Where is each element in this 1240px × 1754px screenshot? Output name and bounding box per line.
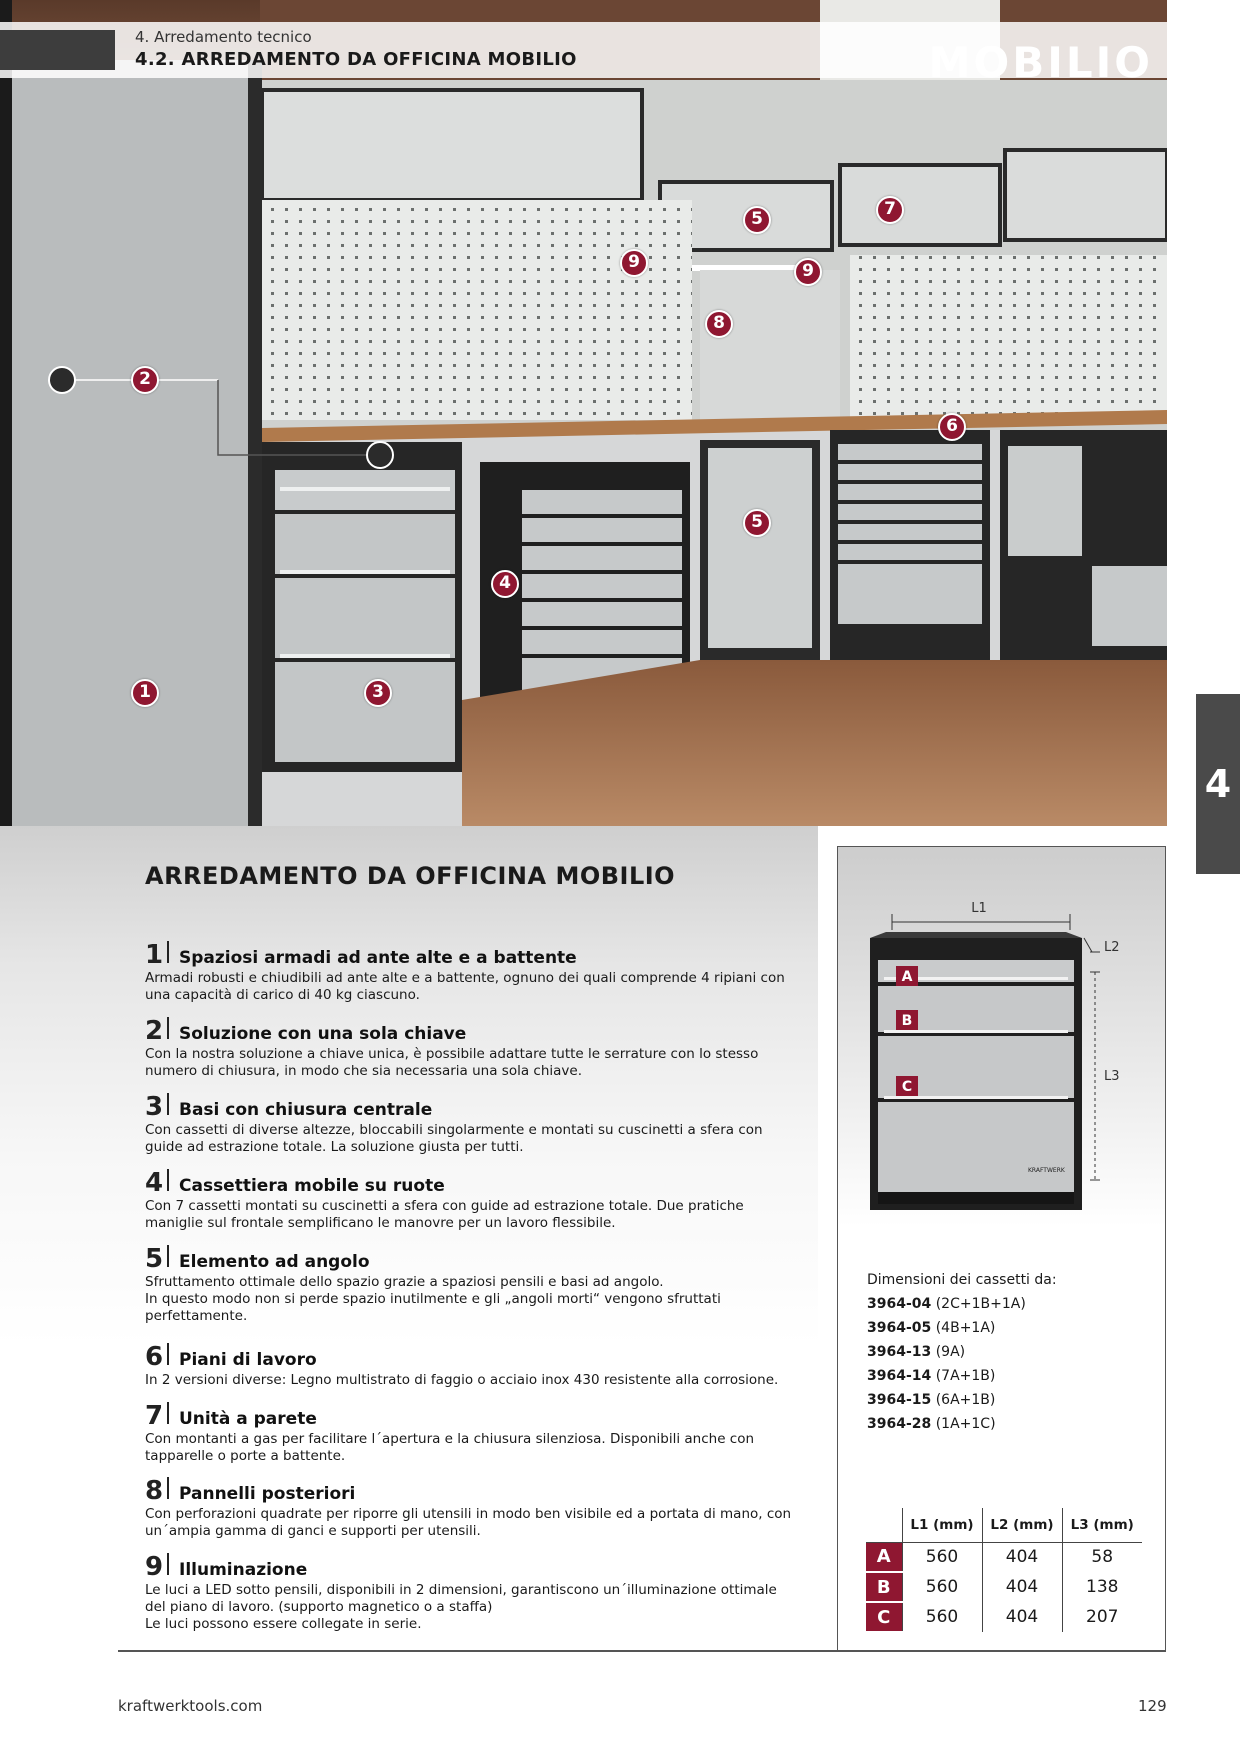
- feature-description-line: In questo modo non si perde spazio inutilmente e gli „angoli morti“ vengono sfruttati: [145, 1291, 721, 1307]
- feature-number: 4: [145, 1168, 164, 1198]
- product-config: (4B+1A): [931, 1320, 996, 1336]
- code-row: [867, 1292, 1057, 1316]
- table-cell: 138: [1062, 1572, 1142, 1602]
- workshop-photo: [0, 0, 1167, 826]
- feature-description-line: un´ampia gamma di ganci e supporti per utensili.: [145, 1523, 481, 1539]
- product-config: (2C+1B+1A): [931, 1296, 1026, 1312]
- callout-2: 2: [131, 366, 159, 394]
- footer-divider: [118, 1650, 1166, 1652]
- feature-heading: [145, 940, 795, 970]
- table-row: [866, 1602, 1142, 1632]
- feature-number: 6: [145, 1342, 164, 1372]
- chapter-number: 4: [1204, 762, 1232, 806]
- feature-heading: [145, 1401, 795, 1431]
- feature-divider: [167, 1017, 169, 1039]
- column-header: L2 (mm): [982, 1508, 1062, 1542]
- feature-divider: [167, 1402, 169, 1424]
- dim-label-l2: L2: [1104, 940, 1120, 955]
- feature-description-line: Con la nostra soluzione a chiave unica, è possibile adattare tutte le serrature con lo stesso: [145, 1046, 759, 1062]
- feature-item: [145, 1092, 795, 1156]
- code-row: [867, 1412, 1057, 1436]
- feature-item: [145, 1401, 795, 1465]
- dimension-table: [866, 1508, 1142, 1633]
- feature-number: 3: [145, 1092, 164, 1122]
- feature-number: 7: [145, 1401, 164, 1431]
- feature-heading: [145, 1342, 795, 1372]
- feature-description-line: maniglie sul frontale semplificano le manovre per un lavoro flessibile.: [145, 1215, 616, 1231]
- feature-item: [145, 940, 795, 1004]
- feature-number: 2: [145, 1016, 164, 1046]
- feature-title: Spaziosi armadi ad ante alte e a battente: [179, 948, 577, 968]
- feature-divider: [167, 1553, 169, 1575]
- feature-title: Cassettiera mobile su ruote: [179, 1176, 445, 1196]
- feature-title: Basi con chiusura centrale: [179, 1100, 433, 1120]
- callout-6: 6: [938, 413, 966, 441]
- table-header-row: [866, 1508, 1142, 1542]
- column-header: L3 (mm): [1062, 1508, 1142, 1542]
- callout-8: 8: [705, 310, 733, 338]
- feature-title: Illuminazione: [179, 1560, 308, 1580]
- drawer-label-a: A: [901, 969, 913, 985]
- table-cell: 560: [902, 1542, 982, 1572]
- drawer-label-b: B: [901, 1013, 913, 1029]
- table-cell: 560: [902, 1572, 982, 1602]
- breadcrumb-subsection: 4.2. ARREDAMENTO DA OFFICINA MOBILIO: [135, 49, 577, 70]
- product-code: 3964-28: [867, 1416, 932, 1432]
- feature-description-line: Con montanti a gas per facilitare l´apertura e la chiusura silenziosa. Disponibili anche con: [145, 1431, 755, 1447]
- drawer-dimension-codes: [867, 1268, 1057, 1436]
- product-config: (9A): [931, 1344, 966, 1360]
- code-row: [867, 1340, 1057, 1364]
- feature-number: 5: [145, 1244, 164, 1274]
- feature-number: 8: [145, 1476, 164, 1506]
- feature-item: [145, 1168, 795, 1232]
- feature-number: 1: [145, 940, 164, 970]
- feature-item: [145, 1244, 795, 1325]
- feature-title: Unità a parete: [179, 1409, 317, 1429]
- feature-divider: [167, 941, 169, 963]
- feature-description-line: Con perforazioni quadrate per riporre gli utensili in modo ben visibile ed a portata di mano, con: [145, 1506, 792, 1522]
- product-code: 3964-14: [867, 1368, 932, 1384]
- table-row: [866, 1542, 1142, 1572]
- column-header: L1 (mm): [902, 1508, 982, 1542]
- feature-description-line: Le luci possono essere collegate in serie.: [145, 1616, 422, 1632]
- callout-9-left: 9: [620, 249, 648, 277]
- product-code: 3964-15: [867, 1392, 932, 1408]
- feature-title: Pannelli posteriori: [179, 1484, 356, 1504]
- feature-description-line: Le luci a LED sotto pensili, disponibili in 2 dimensioni, garantiscono un´illuminazione ottimale: [145, 1582, 777, 1598]
- table-corner: [866, 1508, 902, 1542]
- cabinet-logo: KRAFTWERK: [1028, 1167, 1065, 1174]
- feature-description-line: Con cassetti di diverse altezze, bloccabili singolarmente e montati su cuscinetti a sfera con: [145, 1122, 763, 1138]
- feature-description-line: tapparelle o porte a battente.: [145, 1448, 346, 1464]
- callout-5-wall: 5: [743, 206, 771, 234]
- page-title: ARREDAMENTO DA OFFICINA MOBILIO: [145, 862, 676, 890]
- callout-7: 7: [876, 196, 904, 224]
- row-label: C: [866, 1602, 902, 1632]
- feature-description-line: numero di chiusura, in modo che sia necessaria una sola chiave.: [145, 1063, 582, 1079]
- feature-heading: [145, 1552, 795, 1582]
- feature-description-line: Sfruttamento ottimale dello spazio grazie a spaziosi pensili e basi ad angolo.: [145, 1274, 664, 1290]
- product-code: 3964-05: [867, 1320, 932, 1336]
- feature-description-line: perfettamente.: [145, 1308, 248, 1324]
- callout-3: 3: [364, 679, 392, 707]
- feature-heading: [145, 1168, 795, 1198]
- feature-heading: [145, 1092, 795, 1122]
- feature-title: Piani di lavoro: [179, 1350, 317, 1370]
- table-cell: 560: [902, 1602, 982, 1632]
- feature-item: [145, 1552, 795, 1633]
- callout-4: 4: [491, 570, 519, 598]
- header: [135, 27, 577, 73]
- feature-item: [145, 1016, 795, 1080]
- table-cell: 404: [982, 1542, 1062, 1572]
- header-color-bar: [0, 30, 115, 70]
- product-code: 3964-04: [867, 1296, 932, 1312]
- footer-website: kraftwerktools.com: [118, 1697, 263, 1715]
- product-config: (1A+1C): [931, 1416, 996, 1432]
- feature-heading: [145, 1016, 795, 1046]
- breadcrumb-section: 4. Arredamento tecnico: [135, 28, 312, 46]
- feature-number: 9: [145, 1552, 164, 1582]
- feature-divider: [167, 1093, 169, 1115]
- feature-description-line: guide ad estrazione totale. La soluzione giusta per tutti.: [145, 1139, 524, 1155]
- feature-description-line: Armadi robusti e chiudibili ad ante alte e a battente, ognuno dei quali comprende 4 ripiani con: [145, 970, 785, 986]
- product-code: 3964-13: [867, 1344, 932, 1360]
- callout-1: 1: [131, 679, 159, 707]
- table-row: [866, 1572, 1142, 1602]
- table-cell: 404: [982, 1572, 1062, 1602]
- drawer-label-c: C: [901, 1079, 913, 1095]
- table-cell: 207: [1062, 1602, 1142, 1632]
- code-row: [867, 1364, 1057, 1388]
- callout-9-right: 9: [794, 258, 822, 286]
- callout-5-base: 5: [743, 509, 771, 537]
- row-label: A: [866, 1542, 902, 1572]
- code-row: [867, 1316, 1057, 1340]
- feature-divider: [167, 1477, 169, 1499]
- product-config: (7A+1B): [931, 1368, 996, 1384]
- feature-divider: [167, 1245, 169, 1267]
- dims-intro-text: Dimensioni dei cassetti da:: [867, 1272, 1057, 1288]
- product-config: (6A+1B): [931, 1392, 996, 1408]
- row-label: B: [866, 1572, 902, 1602]
- table-cell: 58: [1062, 1542, 1142, 1572]
- table-cell: 404: [982, 1602, 1062, 1632]
- page-number: 129: [1138, 1697, 1167, 1715]
- brand-title: MOBILIO: [928, 38, 1153, 87]
- dim-label-l3: L3: [1104, 1069, 1120, 1084]
- dim-label-l1: L1: [971, 901, 987, 916]
- feature-divider: [167, 1343, 169, 1365]
- feature-item: [145, 1342, 795, 1389]
- feature-divider: [167, 1169, 169, 1191]
- feature-heading: [145, 1244, 795, 1274]
- feature-heading: [145, 1476, 795, 1506]
- feature-title: Elemento ad angolo: [179, 1252, 370, 1272]
- feature-description-line: del piano di lavoro. (supporto magnetico o a staffa): [145, 1599, 493, 1615]
- feature-title: Soluzione con una sola chiave: [179, 1024, 467, 1044]
- cabinet-diagram: [838, 890, 1166, 1230]
- feature-description-line: una capacità di carico di 40 kg ciascuno.: [145, 987, 420, 1003]
- feature-description-line: In 2 versioni diverse: Legno multistrato di faggio o acciaio inox 430 resistente alla corrosione.: [145, 1372, 779, 1388]
- feature-description-line: Con 7 cassetti montati su cuscinetti a sfera con guide ad estrazione totale. Due pratiche: [145, 1198, 744, 1214]
- workshop-illustration: [0, 0, 1167, 826]
- feature-item: [145, 1476, 795, 1540]
- code-row: [867, 1388, 1057, 1412]
